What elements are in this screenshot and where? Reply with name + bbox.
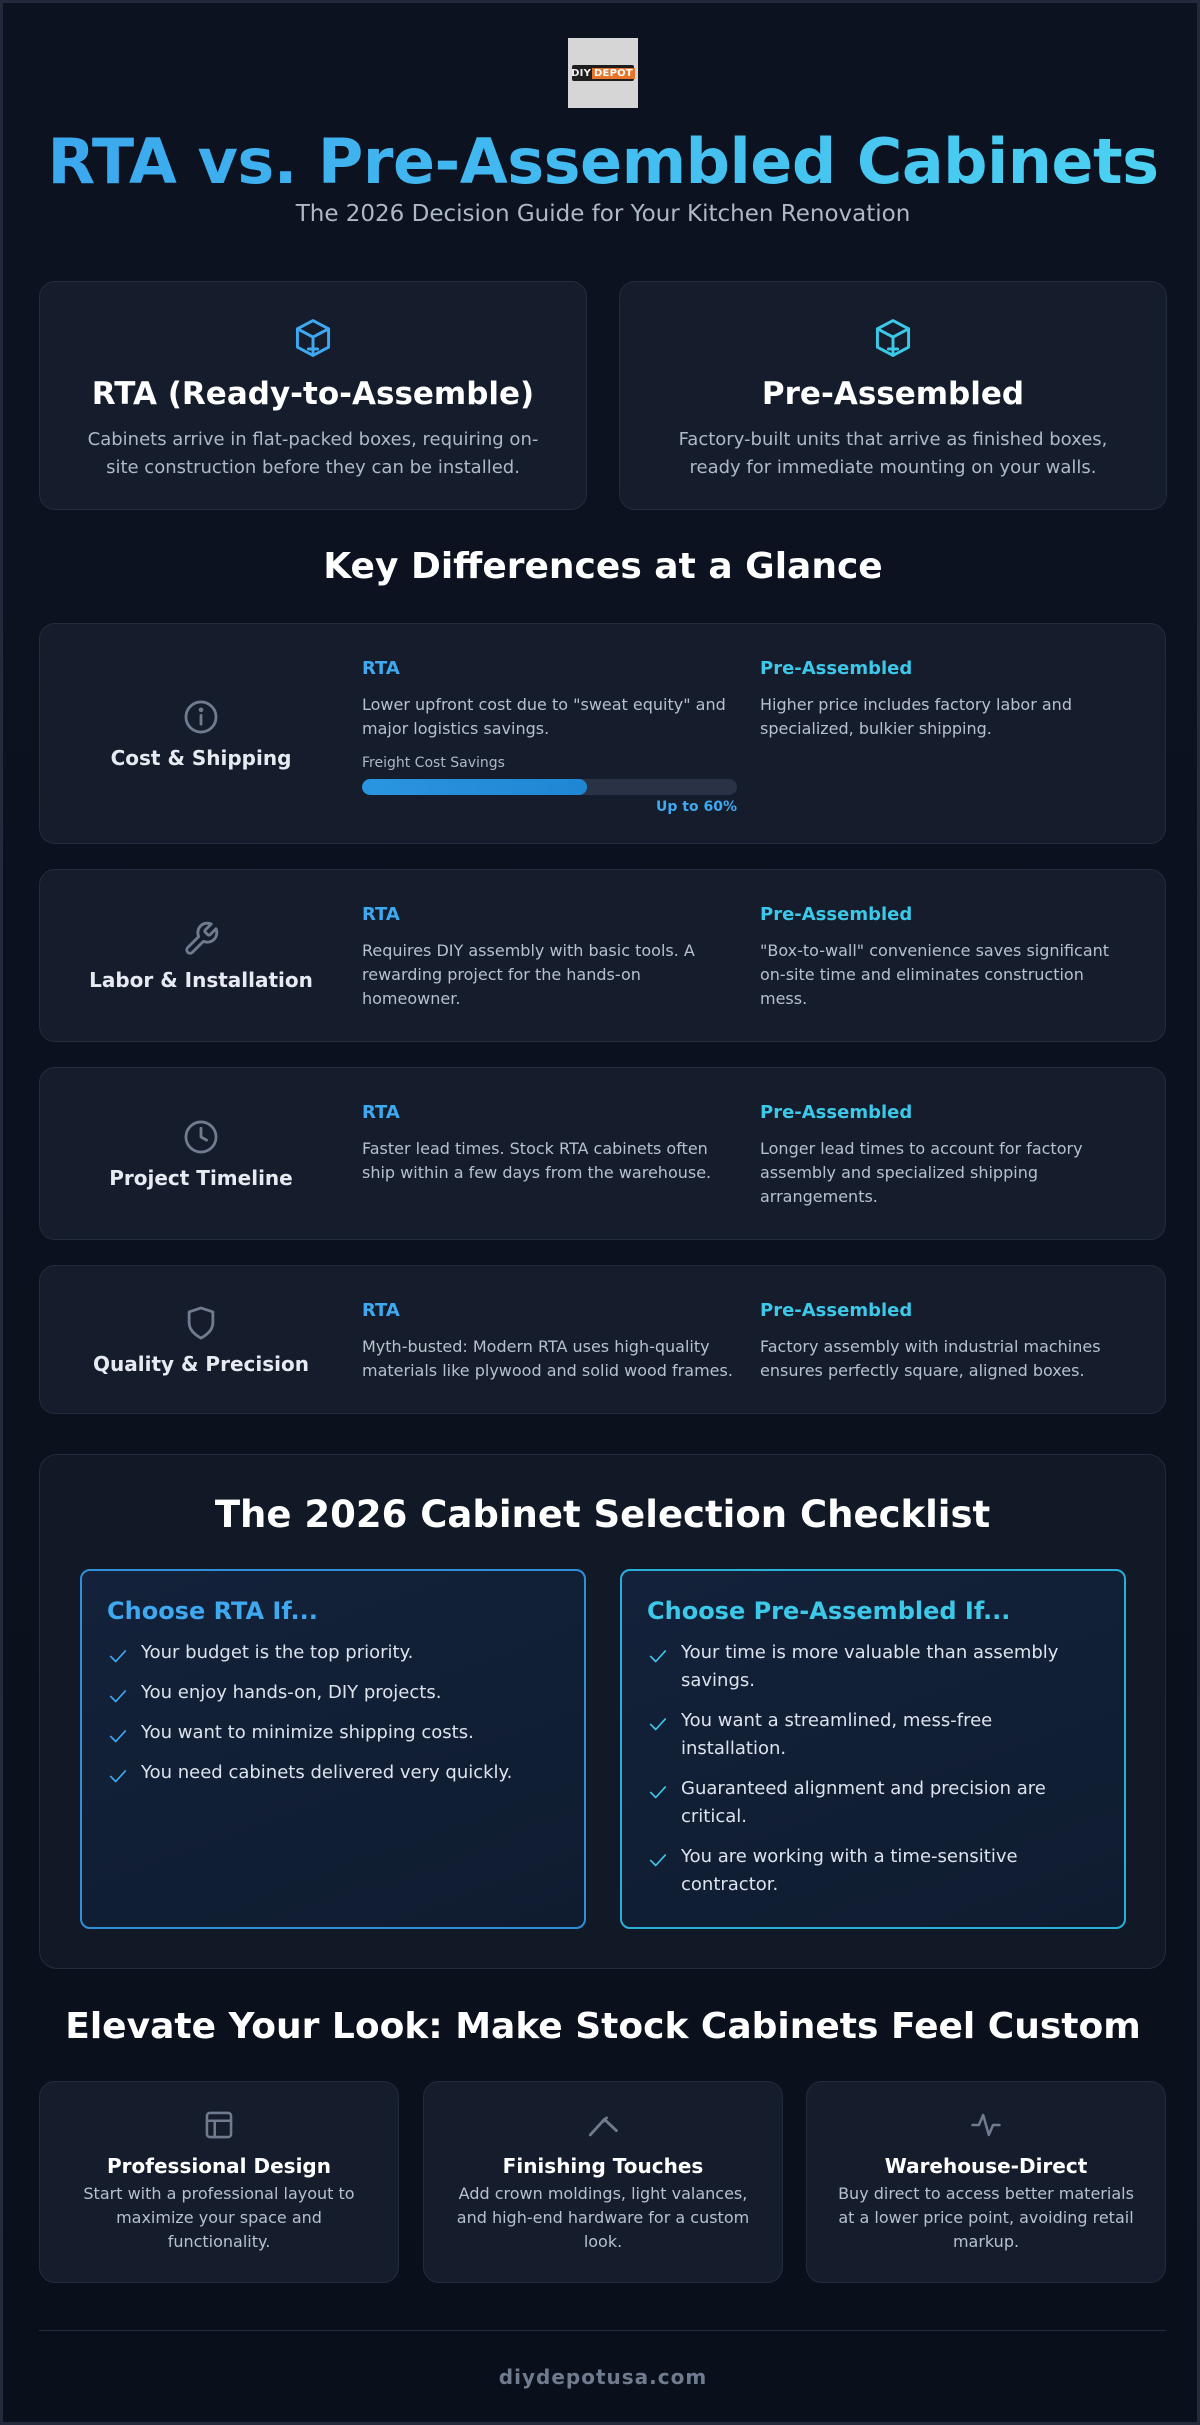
- rta-column: [362, 658, 737, 815]
- rta-label: RTA: [362, 1102, 400, 1123]
- list-item: [647, 1775, 1100, 1831]
- pre-assembled-definition-text: Factory-built units that arrive as finished boxes, ready for immediate mounting on your walls.: [678, 429, 1108, 478]
- pre-assembled-label: Pre-Assembled: [760, 1102, 913, 1123]
- choose-pre-assembled-list: [647, 1639, 1100, 1899]
- rta-text: Lower upfront cost due to "sweat equity" and major logistics savings.: [362, 695, 726, 738]
- checklist-item-text: You enjoy hands-on, DIY projects.: [141, 1682, 442, 1703]
- wrench-icon: [182, 920, 220, 958]
- choose-rta-list: [107, 1639, 560, 1787]
- checklist-item-text: Your time is more valuable than assembly savings.: [681, 1642, 1059, 1691]
- layout-icon: [202, 2108, 236, 2142]
- list-item: [107, 1679, 560, 1707]
- pre-assembled-label: Pre-Assembled: [760, 904, 913, 925]
- check-icon: [107, 1685, 129, 1707]
- list-item: [107, 1759, 560, 1787]
- box-icon: [291, 316, 335, 360]
- difference-category-title: Cost & Shipping: [110, 745, 292, 770]
- rta-definition-title: RTA (Ready-to-Assemble): [91, 376, 535, 412]
- list-item: [647, 1707, 1100, 1763]
- checklist-item-text: Your budget is the top priority.: [141, 1642, 414, 1663]
- choose-pre-assembled-heading: Choose Pre-Assembled If...: [647, 1597, 1011, 1625]
- pre-assembled-column: [760, 1102, 1130, 1209]
- footer-divider: [39, 2330, 1166, 2331]
- choose-rta-heading: Choose RTA If...: [107, 1597, 318, 1625]
- list-item: [647, 1843, 1100, 1899]
- freight-savings-bar-fill: [362, 779, 587, 795]
- checklist-item-text: You want a streamlined, mess-free installation.: [681, 1710, 993, 1759]
- selection-checklist: [39, 1454, 1166, 1969]
- choose-rta-box: [80, 1569, 586, 1929]
- tip-title: Professional Design: [107, 2154, 331, 2178]
- check-icon: [647, 1645, 669, 1667]
- rta-column: [362, 1102, 737, 1185]
- clock-icon: [182, 1118, 220, 1156]
- difference-row-quality-precision: [39, 1265, 1166, 1414]
- pre-assembled-definition-card: [619, 281, 1167, 510]
- check-icon: [107, 1725, 129, 1747]
- tip-text: Add crown moldings, light valances, and high-end hardware for a custom look.: [456, 2184, 750, 2251]
- pre-assembled-text: "Box-to-wall" convenience saves significant on-site time and eliminates construction mess.: [760, 941, 1110, 1008]
- pre-assembled-column: [760, 1300, 1130, 1383]
- check-icon: [107, 1645, 129, 1667]
- elevate-title: Elevate Your Look: Make Stock Cabinets Feel Custom: [65, 2006, 1141, 2047]
- checklist-item-text: You want to minimize shipping costs.: [141, 1722, 474, 1743]
- tip-text: Start with a professional layout to maximize your space and functionality.: [83, 2184, 355, 2251]
- pre-assembled-text: Higher price includes factory labor and specialized, bulkier shipping.: [760, 695, 1072, 738]
- list-item: [107, 1719, 560, 1747]
- tip-card-warehouse-direct: [806, 2081, 1166, 2283]
- footer-site-link[interactable]: diydepotusa.com: [498, 2365, 708, 2389]
- tip-card-professional-design: [39, 2081, 399, 2283]
- diy-depot-logo[interactable]: [568, 38, 638, 108]
- logo-word-accent: DEPOT: [594, 67, 633, 79]
- difference-category-title: Labor & Installation: [89, 967, 313, 992]
- page-subtitle: The 2026 Decision Guide for Your Kitchen Renovation: [295, 201, 911, 227]
- rta-text: Faster lead times. Stock RTA cabinets often ship within a few days from the warehouse.: [362, 1139, 712, 1182]
- difference-row-project-timeline: [39, 1067, 1166, 1240]
- list-item: [647, 1639, 1100, 1695]
- check-icon: [647, 1713, 669, 1735]
- pre-assembled-definition-title: Pre-Assembled: [761, 376, 1025, 412]
- logo-word-dark: DIY: [571, 67, 592, 79]
- pre-assembled-column: [760, 658, 1130, 741]
- shield-icon: [182, 1304, 220, 1342]
- freight-savings-label: Freight Cost Savings: [362, 755, 505, 771]
- freight-savings-value: Up to 60%: [656, 799, 737, 815]
- difference-category-title: Project Timeline: [109, 1165, 293, 1190]
- box-icon: [871, 316, 915, 360]
- difference-row-labor-installation: [39, 869, 1166, 1042]
- difference-category: [40, 624, 362, 843]
- rta-column: [362, 1300, 737, 1383]
- tip-title: Finishing Touches: [502, 2154, 704, 2178]
- pre-assembled-label: Pre-Assembled: [760, 1300, 913, 1321]
- pre-assembled-text: Longer lead times to account for factory assembly and specialized shipping arrangements.: [760, 1139, 1083, 1206]
- difference-category: [40, 870, 362, 1041]
- difference-row-cost-shipping: [39, 623, 1166, 844]
- logo-wordmark: [572, 65, 634, 81]
- checklist-item-text: You are working with a time-sensitive contractor.: [681, 1846, 1018, 1895]
- tip-text: Buy direct to access better materials at a lower price point, avoiding retail markup.: [838, 2184, 1134, 2251]
- rta-text: Requires DIY assembly with basic tools. A rewarding project for the hands-on homeowner.: [362, 941, 695, 1008]
- check-icon: [107, 1765, 129, 1787]
- tip-title: Warehouse-Direct: [884, 2154, 1088, 2178]
- rta-definition-text: Cabinets arrive in flat-packed boxes, requiring on-site construction before they can be installed.: [87, 429, 539, 478]
- difference-category-title: Quality & Precision: [93, 1351, 309, 1376]
- difference-category: [40, 1266, 362, 1413]
- activity-icon: [969, 2108, 1003, 2142]
- freight-savings-bar: [362, 779, 737, 795]
- checklist-item-text: You need cabinets delivered very quickly.: [141, 1762, 513, 1783]
- checklist-item-text: Guaranteed alignment and precision are critical.: [681, 1778, 1046, 1827]
- page-title: RTA vs. Pre-Assembled Cabinets: [3, 125, 1200, 198]
- choose-pre-assembled-box: [620, 1569, 1126, 1929]
- pre-assembled-label: Pre-Assembled: [760, 658, 913, 679]
- pre-assembled-column: [760, 904, 1130, 1011]
- rta-text: Myth-busted: Modern RTA uses high-quality materials like plywood and solid wood frames.: [362, 1337, 733, 1380]
- check-icon: [647, 1849, 669, 1871]
- rta-label: RTA: [362, 904, 400, 925]
- crown-molding-icon: [586, 2108, 620, 2142]
- list-item: [107, 1639, 560, 1667]
- rta-definition-card: [39, 281, 587, 510]
- pre-assembled-text: Factory assembly with industrial machines ensures perfectly square, aligned boxes.: [760, 1337, 1101, 1380]
- info-icon: [182, 698, 220, 736]
- rta-label: RTA: [362, 658, 400, 679]
- rta-label: RTA: [362, 1300, 400, 1321]
- differences-title: Key Differences at a Glance: [323, 546, 883, 587]
- check-icon: [647, 1781, 669, 1803]
- tip-card-finishing-touches: [423, 2081, 783, 2283]
- checklist-title: The 2026 Cabinet Selection Checklist: [214, 1493, 991, 1536]
- difference-category: [40, 1068, 362, 1239]
- rta-column: [362, 904, 737, 1011]
